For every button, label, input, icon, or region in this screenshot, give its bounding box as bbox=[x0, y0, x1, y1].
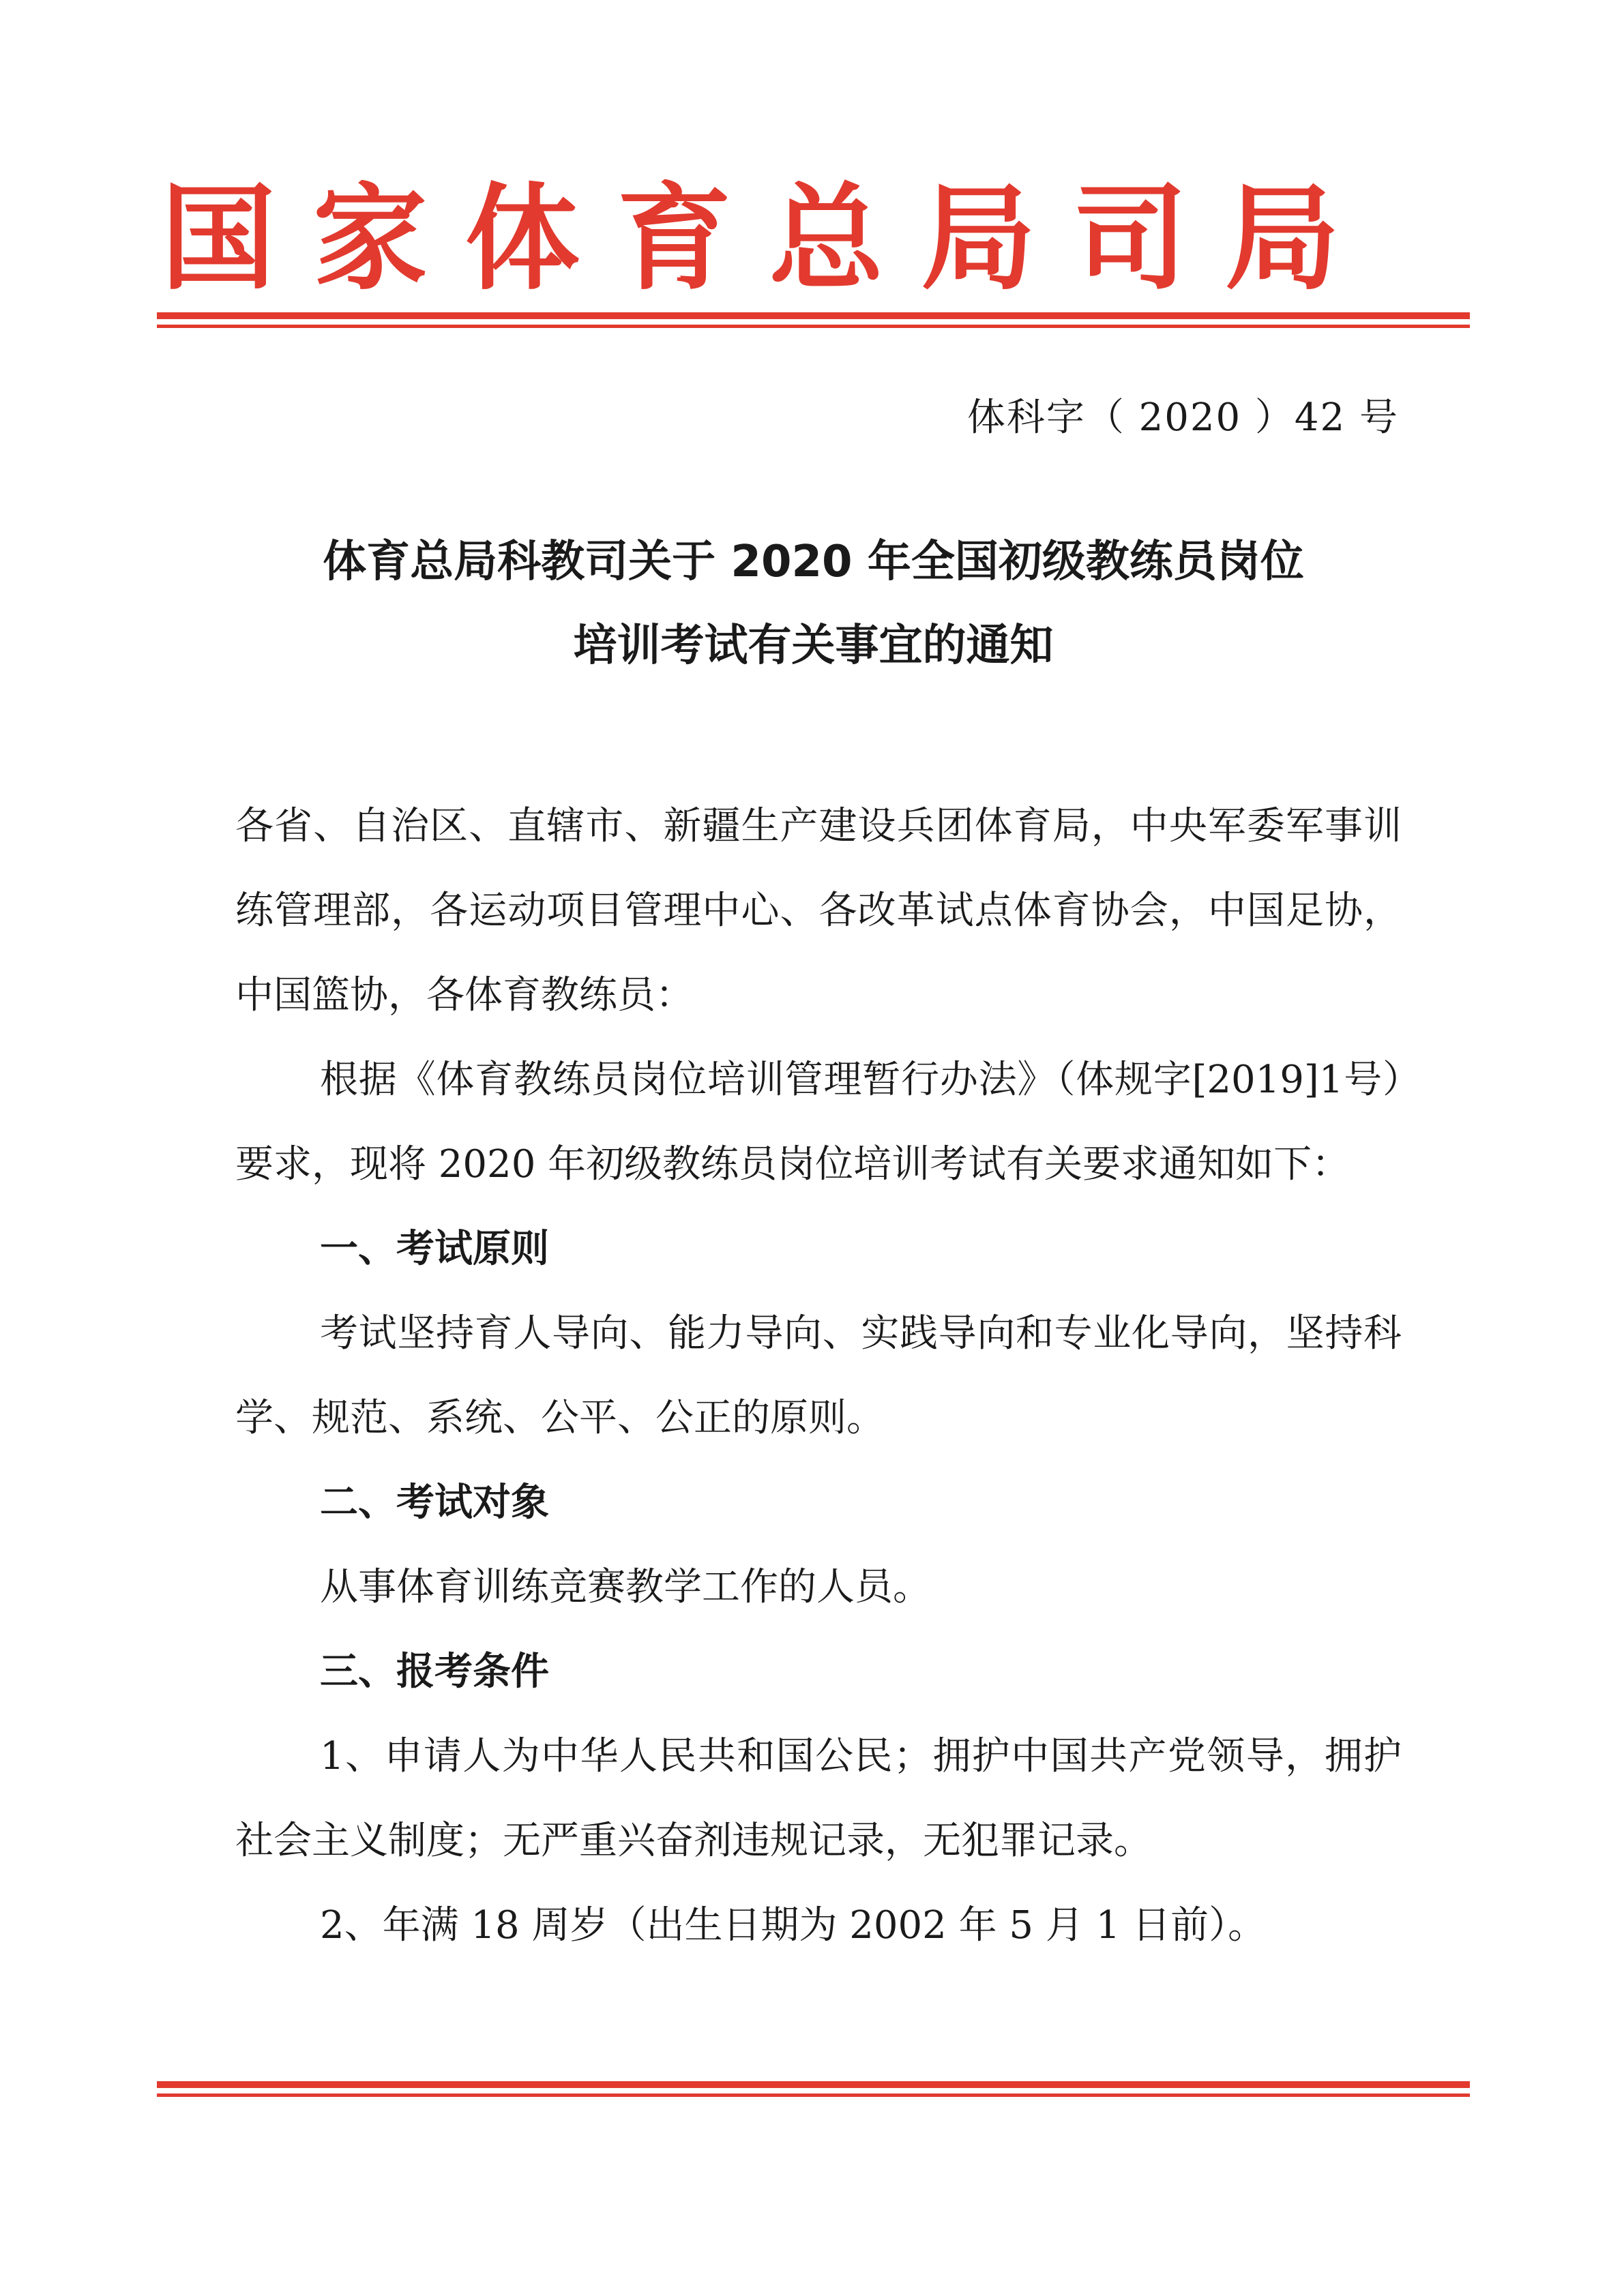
document-number: 体科字（ 2020 ）42 号 bbox=[966, 396, 1399, 440]
section-text-eligible-persons: 从事体育训练竞赛教学工作的人员。 bbox=[320, 1565, 931, 1609]
addressee-paragraph: 各省、自治区、直辖市、新疆生产建设兵团体育局，中央军委军事训练管理部，各运动项目管理中心、各改革试点体育协会，中国足协，中国篮协，各体育教练员： bbox=[235, 804, 1402, 1017]
masthead-char: 总 bbox=[769, 172, 884, 305]
masthead-divider bbox=[157, 312, 1470, 328]
masthead-char: 局 bbox=[921, 172, 1036, 305]
section-heading-requirements: 三、报考条件 bbox=[320, 1650, 549, 1694]
masthead-char: 局 bbox=[1224, 172, 1340, 305]
requirement-item-2: 2、年满 18 周岁（出生日期为 2002 年 5 月 1 日前）。 bbox=[320, 1903, 1267, 1948]
requirement-item-1: 1、申请人为中华人民共和国公民；拥护中国共产党领导，拥护社会主义制度；无严重兴奋剂违规记录，无犯罪记录。 bbox=[235, 1734, 1402, 1863]
masthead-char: 家 bbox=[312, 172, 428, 305]
masthead-char: 体 bbox=[464, 172, 580, 305]
masthead-char: 育 bbox=[617, 172, 732, 305]
masthead bbox=[157, 174, 1344, 303]
masthead-char: 司 bbox=[1073, 172, 1188, 305]
section-heading-eligible-persons: 二、考试对象 bbox=[320, 1480, 549, 1525]
section-text-principles: 考试坚持育人导向、能力导向、实践导向和专业化导向，坚持科学、规范、系统、公平、公正的原则。 bbox=[235, 1311, 1402, 1440]
intro-paragraph: 根据《体育教练员岗位培训管理暂行办法》（体规字[2019]1号）要求，现将 2020 年初级教练员岗位培训考试有关要求通知如下： bbox=[235, 1058, 1402, 1187]
document-body bbox=[235, 784, 1402, 1968]
footer-divider bbox=[157, 2081, 1470, 2097]
masthead-char: 国 bbox=[161, 172, 276, 305]
section-heading-principles: 一、考试原则 bbox=[320, 1227, 549, 1271]
document-title-line-2: 培训考试有关事宜的通知 bbox=[573, 621, 1054, 671]
document-title-line-1: 体育总局科教司关于 2020 年全国初级教练员岗位 bbox=[323, 537, 1304, 587]
